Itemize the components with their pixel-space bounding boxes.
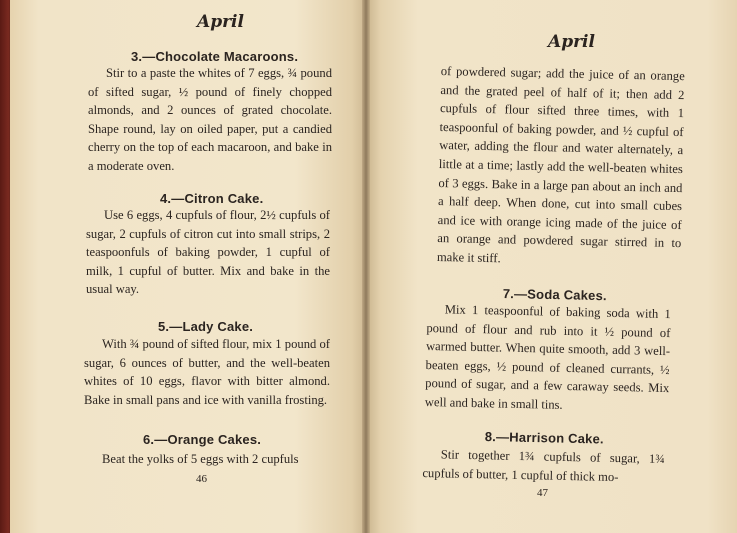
recipe-body-soda-cakes: Mix 1 teaspoonful of baking soda with 1 pound of flour and rub into it ½ pound of warmed butter. When quite smooth, add 3 well-beaten eggs, ½ pound of cleaned currants, ½ pound of sugar, and a few caraway seeds. Mix well and bake in small tins.	[424, 302, 671, 412]
recipe-title-harrison-cake: 8.—Harrison Cake.	[484, 429, 604, 447]
right-page-number: 47	[537, 487, 548, 499]
recipe-body-citron-cake: Use 6 eggs, 4 cupfuls of flour, 2½ cupfuls of sugar, 2 cupfuls of citron cut into small strips, 2 teaspoonfuls of baking powder, 1 cupful of milk, 1 cupful of butter. Mix and bake in the usual way.	[86, 208, 330, 297]
recipe-title-chocolate-macaroons: 3.—Chocolate Macaroons.	[131, 49, 299, 64]
recipe-body-orange-cakes-continued: of powdered sugar; add the juice of an orange and the grated peel of half of it; then add 2 cupfuls of flour sifted three times, with 1 teaspoonful of baking powder, and ½ cupful of water, adding the flour and water alternately, a little at a time; lastly add the well-beaten whites of 3 eggs. Bake in a large pan about an inch and a half deep. When done, cut into small cubes and ice with orange icing made of the juice of an orange and powdered sugar stirred in to make it stiff.	[436, 63, 685, 266]
recipe-title-citron-cake: 4.—Citron Cake.	[160, 191, 264, 206]
recipe-title-lady-cake: 5.—Lady Cake.	[158, 319, 254, 334]
recipe-body-orange-cakes-start: Beat the yolks of 5 eggs with 2 cupfuls	[102, 452, 299, 466]
left-page-number: 46	[196, 473, 207, 485]
recipe-body-lady-cake: With ¾ pound of sifted flour, mix 1 pound of sugar, 6 ounces of butter, and the well-beaten whites of 10 eggs, flavor with bitter almond. Bake in small pans and ice with vanilla frosting.	[84, 337, 330, 407]
recipe-title-orange-cakes: 6.—Orange Cakes.	[143, 432, 262, 447]
recipe-body-harrison-cake-start: Stir together 1¾ cupfuls of sugar, 1¾ cupfuls of butter, 1 cupful of thick mo-	[422, 447, 665, 484]
recipe-body-chocolate-macaroons: Stir to a paste the whites of 7 eggs, ¾ pound of sifted sugar, ½ pound of finely chopped almonds, and 2 ounces of grated chocolate. Shape round, lay on oiled paper, put a candied cherry on the top of each macaroon, and bake in a moderate oven.	[88, 66, 332, 173]
recipe-title-soda-cakes: 7.—Soda Cakes.	[502, 286, 607, 304]
right-page-header: April	[548, 32, 595, 52]
left-page-header: April	[197, 12, 244, 32]
book-gutter	[362, 0, 370, 533]
